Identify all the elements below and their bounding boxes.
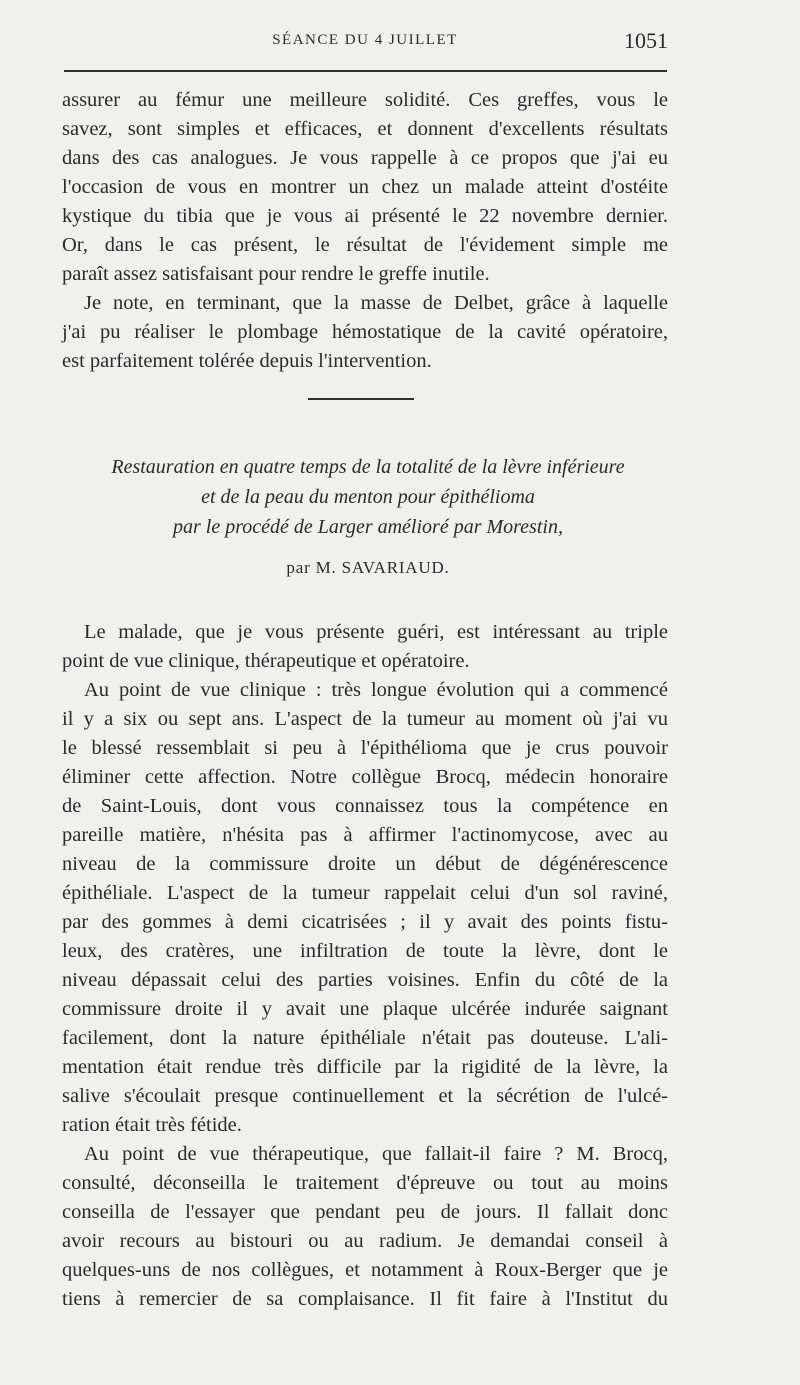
section-divider (308, 398, 414, 400)
text-line: dans des cas analogues. Je vous rappelle à ce propos que j'ai eu (62, 147, 668, 169)
title-line: et de la peau du menton pour épithélioma (201, 486, 535, 508)
page-number: 1051 (624, 28, 668, 53)
text-line: Je note, en terminant, que la masse de Delbet, grâce à laquelle (84, 292, 668, 314)
text-line: est parfaitement tolérée depuis l'intervention. (62, 350, 432, 372)
text-line: salive s'écoulait presque continuellement et la sécrétion de l'ulcé- (62, 1085, 668, 1107)
text-line: Au point de vue thérapeutique, que fallait-il faire ? M. Brocq, (84, 1143, 668, 1165)
text-line: l'occasion de vous en montrer un chez un malade atteint d'ostéite (62, 176, 668, 198)
text-line: assurer au fémur une meilleure solidité. Ces greffes, vous le (62, 89, 668, 111)
text-line: épithéliale. L'aspect de la tumeur rappelait celui d'un sol raviné, (62, 882, 668, 904)
text-line: il y a six ou sept ans. L'aspect de la tumeur au moment où j'ai vu (62, 708, 668, 730)
text-line: ration était très fétide. (62, 1114, 242, 1136)
text-line: avoir recours au bistouri ou au radium. Je demandai conseil à (62, 1230, 668, 1252)
author-byline: par M. SAVARIAUD. (286, 558, 450, 577)
text-line: facilement, dont la nature épithéliale n'était pas douteuse. L'ali- (62, 1027, 668, 1049)
header-rule (64, 70, 667, 72)
text-line: quelques-uns de nos collègues, et notamment à Roux-Berger que je (62, 1259, 668, 1281)
text-line: Or, dans le cas présent, le résultat de l'évidement simple me (62, 234, 668, 256)
text-line: le blessé ressemblait si peu à l'épithélioma que je crus pouvoir (62, 737, 668, 759)
text-line: éliminer cette affection. Notre collègue Brocq, médecin honoraire (62, 766, 668, 788)
text-line: par des gommes à demi cicatrisées ; il y avait des points fistu- (62, 911, 668, 933)
title-line: Restauration en quatre temps de la totalité de la lèvre inférieure (111, 456, 625, 478)
text-line: Au point de vue clinique : très longue évolution qui a commencé (84, 679, 668, 701)
intro-paragraphs (62, 86, 668, 376)
page-header (62, 28, 668, 58)
running-head: SÉANCE DU 4 JUILLET (272, 32, 458, 48)
text-line: de Saint-Louis, dont vous connaissez tous la compétence en (62, 795, 668, 817)
text-line: point de vue clinique, thérapeutique et opératoire. (62, 650, 470, 672)
text-line: consulté, déconseilla le traitement d'épreuve ou tout au moins (62, 1172, 668, 1194)
text-line: Le malade, que je vous présente guéri, est intéressant au triple (84, 621, 668, 643)
text-line: kystique du tibia que je vous ai présenté le 22 novembre dernier. (62, 205, 668, 227)
text-line: niveau dépassait celui des parties voisines. Enfin du côté de la (62, 969, 668, 991)
text-line: conseilla de l'essayer que pendant peu de jours. Il fallait donc (62, 1201, 668, 1223)
text-line: commissure droite il y avait une plaque ulcérée indurée saignant (62, 998, 668, 1020)
text-line: mentation était rendue très difficile par la rigidité de la lèvre, la (62, 1056, 668, 1078)
body-paragraphs (62, 618, 668, 1314)
text-line: tiens à remercier de sa complaisance. Il fit faire à l'Institut du (62, 1288, 668, 1310)
text-line: niveau de la commissure droite un début de dégénérescence (62, 853, 668, 875)
text-line: pareille matière, n'hésita pas à affirmer l'actinomycose, avec au (62, 824, 668, 846)
text-line: paraît assez satisfaisant pour rendre le greffe inutile. (62, 263, 490, 285)
title-line: par le procédé de Larger amélioré par Morestin, (173, 516, 563, 538)
text-line: savez, sont simples et efficaces, et donnent d'excellents résultats (62, 118, 668, 140)
text-line: j'ai pu réaliser le plombage hémostatique de la cavité opératoire, (62, 321, 668, 343)
text-line: leux, des cratères, une infiltration de toute la lèvre, dont le (62, 940, 668, 962)
article-title (62, 452, 674, 542)
